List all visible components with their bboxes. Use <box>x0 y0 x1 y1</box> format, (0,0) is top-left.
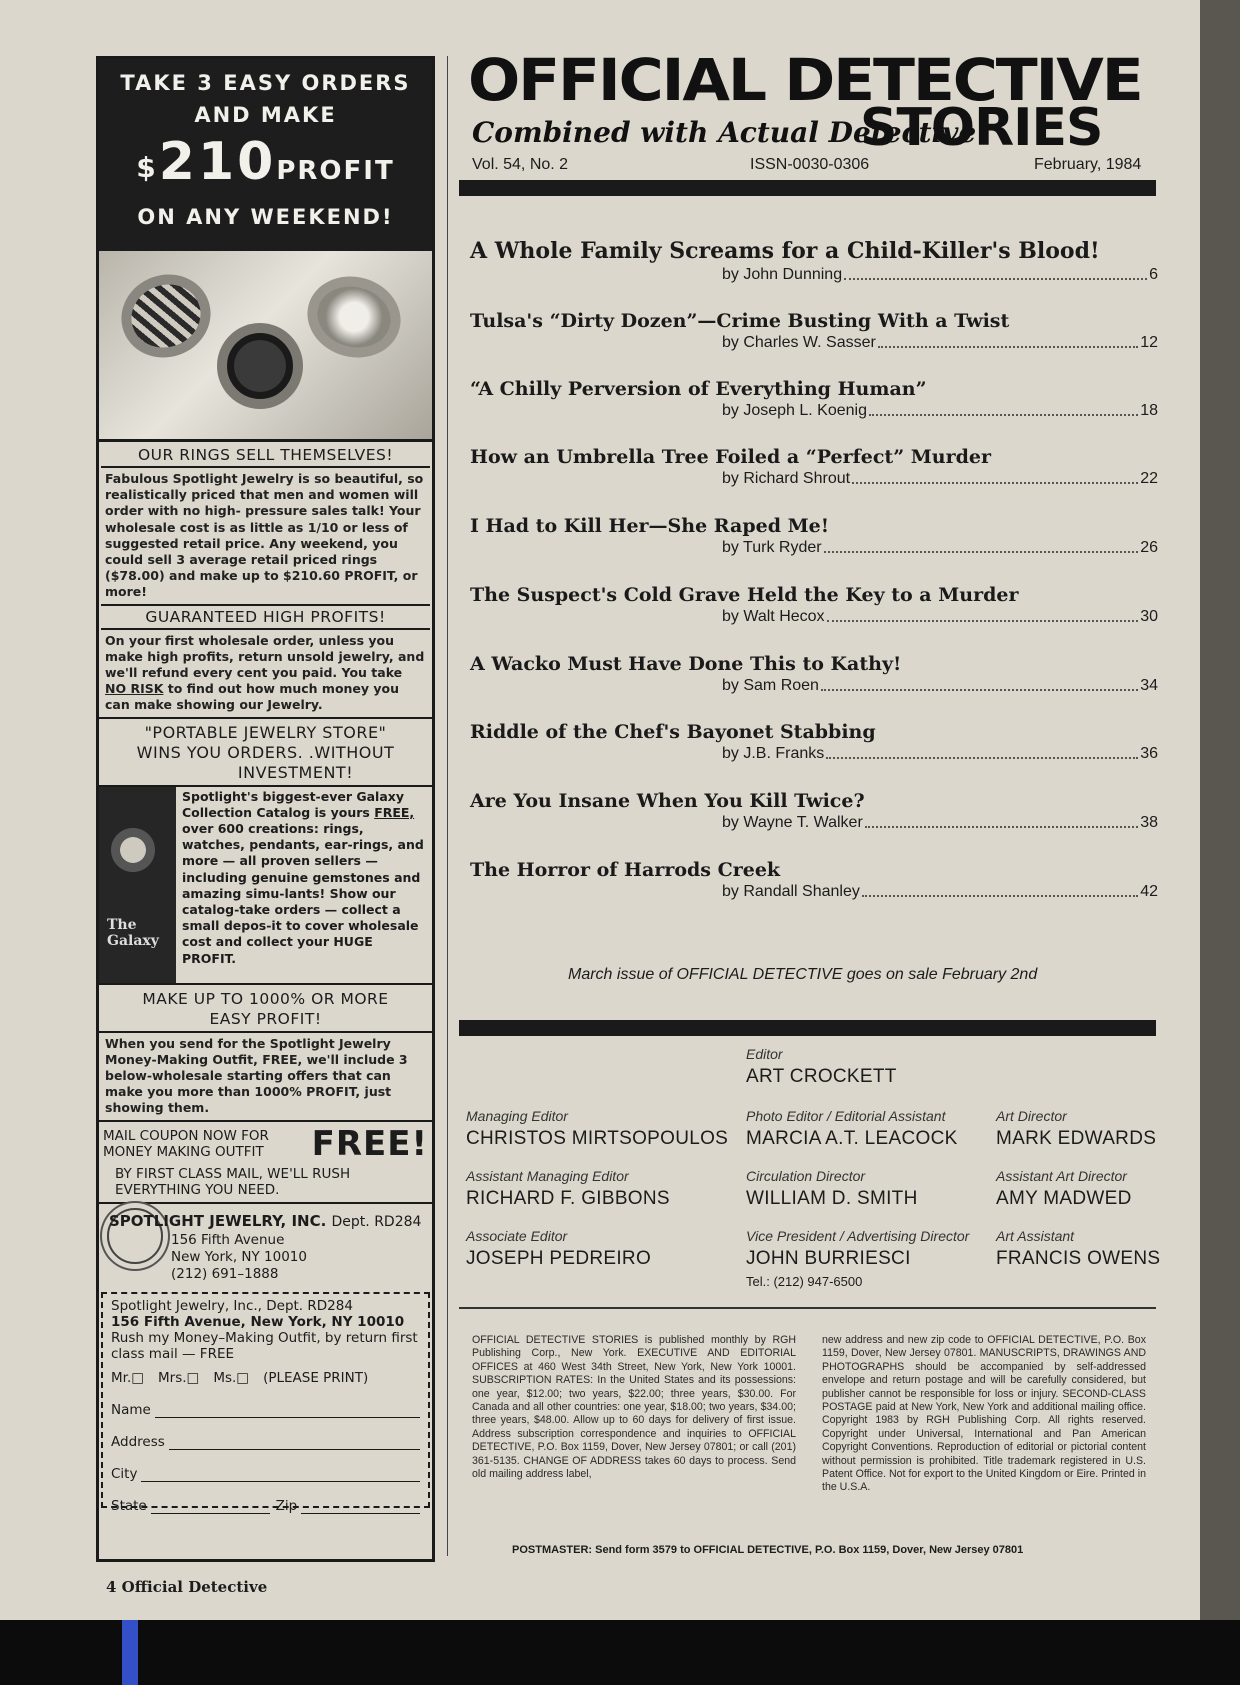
next-issue-notice: March issue of OFFICIAL DETECTIVE goes on sale February 2nd <box>568 966 1038 983</box>
toc-author: by Joseph L. Koenig <box>722 402 867 419</box>
staff-circulation-director: Circulation Director WILLIAM D. SMITH <box>746 1168 918 1209</box>
mail-coupon-callout: MAIL COUPON NOW FOR MONEY MAKING OUTFIT FREE! <box>99 1120 432 1166</box>
issue-date: February, 1984 <box>1034 156 1142 173</box>
staff-editor: Editor ART CROCKETT <box>746 1046 897 1087</box>
ad-profit-amount: $210PROFIT <box>136 132 395 192</box>
catalog-cover-image: The Galaxy <box>99 787 176 983</box>
watch-icon <box>111 821 155 879</box>
staff-assistant-managing-editor: Assistant Managing Editor RICHARD F. GIBBONS <box>466 1168 670 1209</box>
masthead-rule <box>459 180 1156 196</box>
city-field[interactable]: City <box>111 1466 420 1482</box>
catalog-section <box>99 787 432 983</box>
publication-info-left: OFFICIAL DETECTIVE STORIES is published monthly by RGH Publishing Corp., New York. EXECUTIVE AND EDITORIAL OFFICES at 460 West 34th Street, New York, New York 10001. SUBSCRIPTION RATES: In the United States and its possessions: one year, $12.00; two years, $22.00; three years, $30.00. For Canada and all other countries: one year, $18.00; two years, $34.00; three years, $48.00. Allow up to 60 days for delivery of first issue. Address subscription correspondence and inquiries to OFFICIAL DETECTIVE, P.O. Box 1159, Dover, New Jersey 07801; or call (201) 361-5135. CHANGE OF ADDRESS takes 60 days to process. Send old mailing address label, <box>472 1334 796 1481</box>
toc-page: 12 <box>1140 334 1158 351</box>
profit-text: When you send for the Spotlight Jewelry Money-Making Outfit, FREE, we'll include 3 below-wholesale starting offers that can make you more than 1000% PROFIT, just showing them. <box>105 1035 408 1116</box>
mr-checkbox[interactable]: Mr.□ <box>111 1369 145 1386</box>
page-number-footer: 4 Official Detective <box>106 1578 268 1596</box>
toc-entry[interactable] <box>470 721 1158 763</box>
ms-checkbox[interactable]: Ms.□ <box>213 1369 250 1386</box>
postmaster-notice: POSTMASTER: Send form 3579 to OFFICIAL DETECTIVE, P.O. Box 1159, Dover, New Jersey 07801 <box>512 1544 1024 1556</box>
order-coupon[interactable]: Spotlight Jewelry, Inc., Dept. RD284 156 Fifth Avenue, New York, NY 10010 Rush my Money–Making Outfit, by return first class mail — FREE Mr.□ Mrs.□ Ms.□ (PLEASE PRINT) Name Address City State Zip <box>101 1292 430 1508</box>
toc-title: “A Chilly Perversion of Everything Human” <box>470 378 927 400</box>
page-edge <box>1200 0 1240 1620</box>
name-field[interactable]: Name <box>111 1402 420 1418</box>
free-label: FREE! <box>311 1123 428 1164</box>
publication-info-right: new address and new zip code to OFFICIAL DETECTIVE, P.O. Box 1159, Dover, New Jersey 07801. MANUSCRIPTS, DRAWINGS AND PHOTOGRAPHS should be accompanied by self-addressed envelope and return postage and will be carefully considered, but publisher cannot be responsible for loss or injury. SECOND-CLASS POSTAGE paid at New York, New York and additional mailing office. Copyright 1983 by RGH Publishing Corp. All rights reserved. Copyright under Universal, International and Pan American Copyright Conventions. Reproduction of editorial or pictorial content without permission is prohibited. Title trademark registered in U.S. Patent Office. Not for export to the United Kingdom or Eire. Printed in the U.S.A. <box>822 1334 1146 1494</box>
ad-headline-line1: TAKE 3 EASY ORDERS <box>120 71 411 95</box>
rings-heading: OUR RINGS SELL THEMSELVES! <box>101 444 430 468</box>
toc-author: by Wayne T. Walker <box>722 814 863 831</box>
issn: ISSN-0030-0306 <box>750 156 870 173</box>
ad-headline-line4: ON ANY WEEKEND! <box>137 205 394 229</box>
ring-image <box>217 323 303 409</box>
toc-title: A Wacko Must Have Done This to Kathy! <box>470 653 902 675</box>
toc-page: 26 <box>1140 539 1158 556</box>
guarantee-text: On your first wholesale order, unless you make high profits, return unsold jewelry, and we'll refund every cent you paid. You take NO RISK to find out how much money you can make showing our Jewelry. <box>105 632 425 713</box>
toc-author: by Randall Shanley <box>722 883 860 900</box>
toc-author: by Richard Shrout <box>722 470 851 487</box>
toc-page: 36 <box>1140 745 1158 762</box>
staff-managing-editor: Managing Editor CHRISTOS MIRTSOPOULOS <box>466 1108 729 1149</box>
fine-print-rule <box>459 1307 1156 1309</box>
toc-page: 18 <box>1140 402 1158 419</box>
toc-author: by Sam Roen <box>722 677 819 694</box>
column-divider <box>447 56 448 1556</box>
magazine-stories: STORIES <box>860 98 1103 158</box>
toc-entry[interactable] <box>470 790 1158 832</box>
toc-entry[interactable] <box>470 859 1158 901</box>
toc-title: Tulsa's “Dirty Dozen”—Crime Busting With a Twist <box>470 310 1010 332</box>
toc-page: 30 <box>1140 608 1158 625</box>
scan-background <box>0 1620 1240 1685</box>
toc-title: The Suspect's Cold Grave Held the Key to a Murder <box>470 584 1019 606</box>
toc-author: by John Dunning <box>722 266 843 283</box>
volume-number: Vol. 54, No. 2 <box>472 156 569 173</box>
toc-author: by Turk Ryder <box>722 539 822 556</box>
toc-author: by Walt Hecox <box>722 608 825 625</box>
ad-headline-line2: AND MAKE <box>194 103 337 127</box>
staff-associate-editor: Associate Editor JOSEPH PEDREIRO <box>466 1228 652 1269</box>
toc-author: by J.B. Franks <box>722 745 825 762</box>
toc-entry[interactable] <box>470 310 1158 352</box>
toc-title: The Horror of Harrods Creek <box>470 859 781 881</box>
toc-entry[interactable] <box>470 653 1158 695</box>
jewelry-advertisement <box>96 56 435 1562</box>
toc-page: 22 <box>1140 470 1158 487</box>
toc-title: How an Umbrella Tree Foiled a “Perfect” Murder <box>470 446 991 468</box>
ring-image <box>110 262 223 370</box>
scan-color-mark <box>122 1620 138 1685</box>
magazine-subtitle: Combined with Actual Detective <box>472 116 977 149</box>
toc-entry[interactable] <box>470 378 1158 420</box>
address-field[interactable]: Address <box>111 1434 420 1450</box>
company-name: SPOTLIGHT JEWELRY, INC. <box>109 1211 327 1230</box>
ring-image <box>298 266 410 368</box>
toc-entry[interactable] <box>470 584 1158 626</box>
toc-title: I Had to Kill Her—She Raped Me! <box>470 515 830 537</box>
toc-entry[interactable] <box>470 238 1158 284</box>
staff-rule <box>459 1020 1156 1036</box>
profit-heading: MAKE UP TO 1000% OR MORE EASY PROFIT! <box>99 983 432 1033</box>
toc-page: 42 <box>1140 883 1158 900</box>
staff-art-director: Art Director MARK EDWARDS <box>996 1108 1157 1149</box>
mrs-checkbox[interactable]: Mrs.□ <box>158 1369 200 1386</box>
toc-entry[interactable] <box>470 515 1158 557</box>
staff-assistant-art-director: Assistant Art Director AMY MADWED <box>996 1168 1132 1209</box>
rings-photo <box>99 251 432 442</box>
state-zip-field[interactable]: State Zip <box>111 1498 420 1514</box>
staff-photo-editor: Photo Editor / Editorial Assistant MARCIA A.T. LEACOCK <box>746 1108 958 1149</box>
magazine-title: OFFICIAL DETECTIVE <box>468 46 1142 114</box>
company-info: SPOTLIGHT JEWELRY, INC. Dept. RD284 156 Fifth Avenue New York, NY 10010 (212) 691–1888 <box>99 1202 432 1292</box>
toc-title: A Whole Family Screams for a Child-Killer's Blood! <box>470 238 1100 264</box>
toc-page: 6 <box>1149 266 1158 283</box>
toc-author: by Charles W. Sasser <box>722 334 876 351</box>
toc-entry[interactable] <box>470 446 1158 488</box>
rings-text: Fabulous Spotlight Jewelry is so beautiful, so realistically priced that men and women will order with no high- pressure sales talk! Your wholesale cost is as little as 1/10 or less of suggested retail price. Any weekend, you could sell 3 average retail priced rings ($78.00) and make up to $210.60 PROFIT, or more! <box>105 471 424 600</box>
rush-text: BY FIRST CLASS MAIL, WE'LL RUSH EVERYTHING YOU NEED. <box>115 1165 351 1198</box>
toc-page: 34 <box>1140 677 1158 694</box>
toc-page: 38 <box>1140 814 1158 831</box>
store-heading: "PORTABLE JEWELRY STORE" WINS YOU ORDERS. .WITHOUT INVESTMENT! <box>99 717 432 787</box>
catalog-text: Spotlight's biggest-ever Galaxy Collection Catalog is yours FREE, over 600 creations: rings, watches, pendants, ear-rings, and more — all proven sellers — including genuine gemstones and amazing simu-lants! Show our catalog-take orders — collect a small depos-it to cover wholesale cost and collect your HUGE PROFIT. <box>182 788 424 966</box>
toc-title: Are You Insane When You Kill Twice? <box>470 790 865 812</box>
staff-advertising-director: Vice President / Advertising Director JOHN BURRIESCI Tel.: (212) 947-6500 <box>746 1228 970 1289</box>
toc-title: Riddle of the Chef's Bayonet Stabbing <box>470 721 876 743</box>
guarantee-heading: GUARANTEED HIGH PROFITS! <box>101 604 430 630</box>
staff-art-assistant: Art Assistant FRANCIS OWENS <box>996 1228 1161 1269</box>
ad-headline <box>99 59 432 251</box>
